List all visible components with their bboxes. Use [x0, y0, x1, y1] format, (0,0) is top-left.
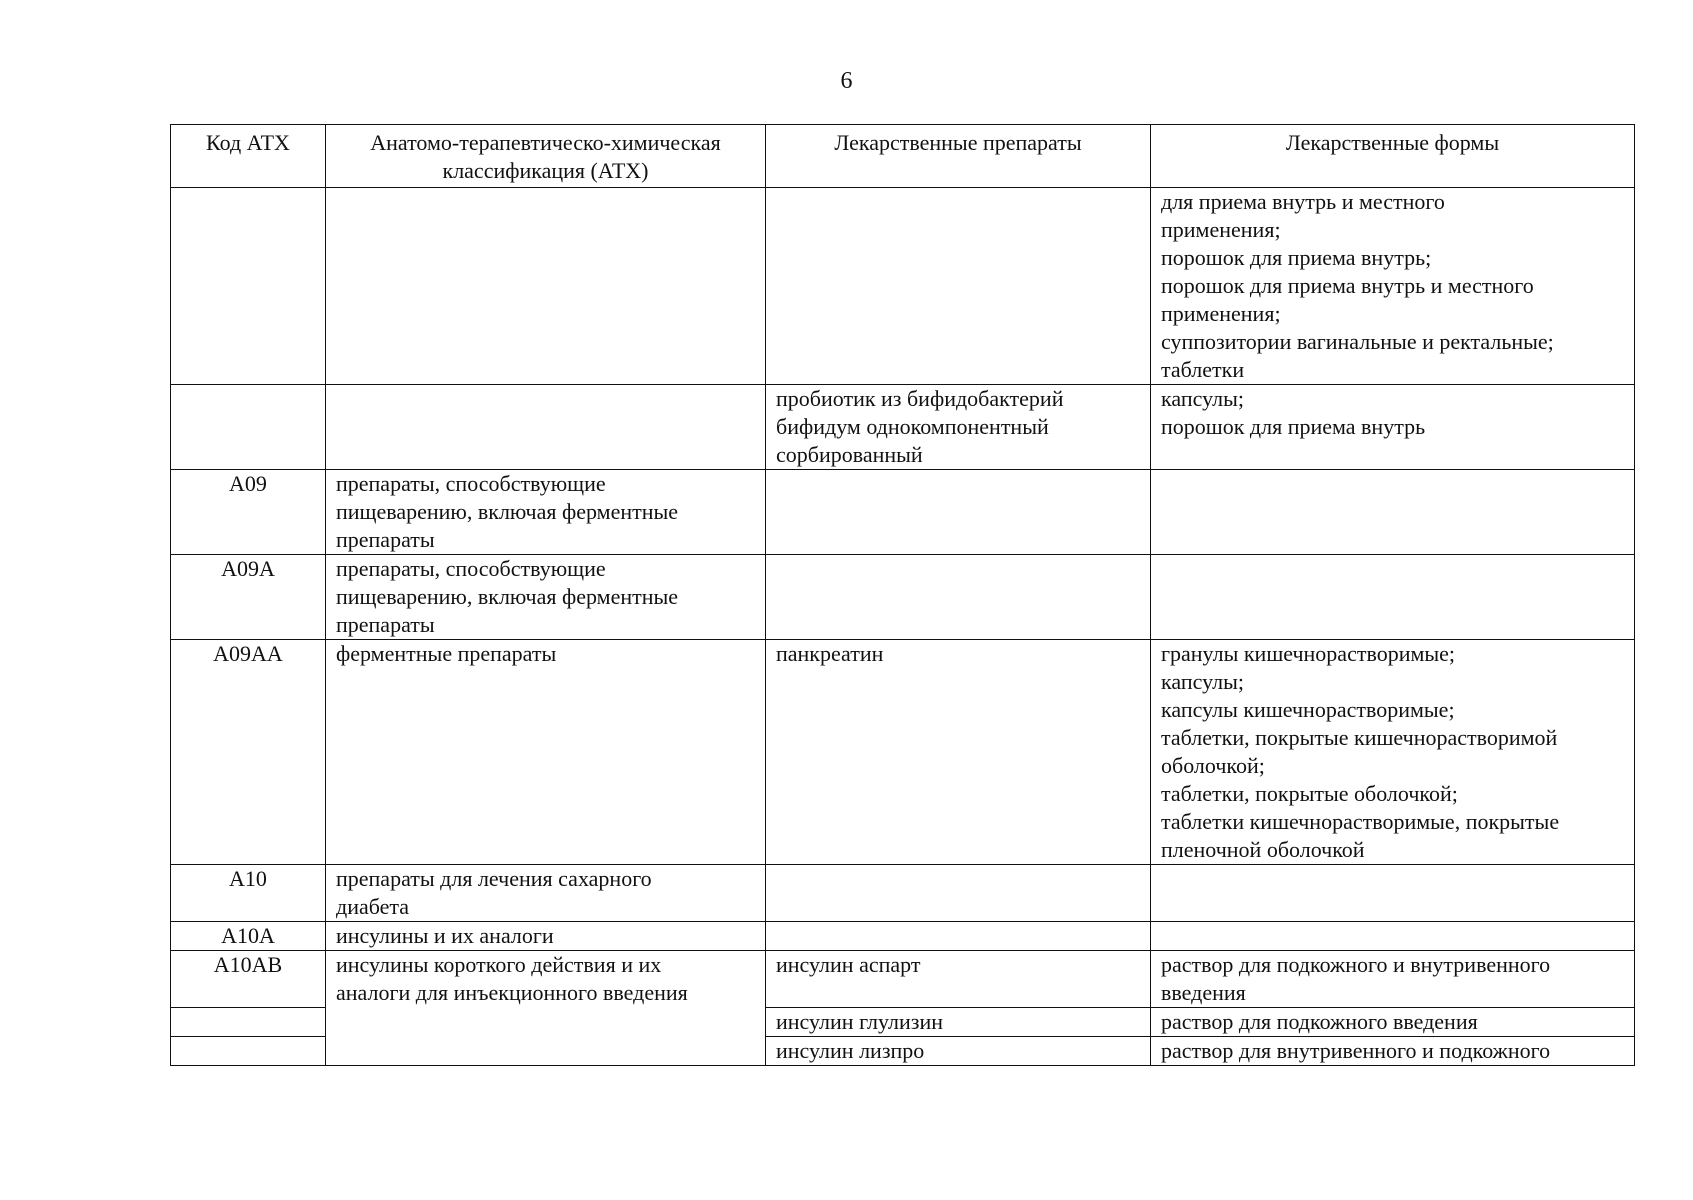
table-row [171, 555, 1635, 640]
cell-classification: препараты, способствующие пищеварению, включая ферментные препараты [326, 555, 766, 640]
cell-drugs: панкреатин [766, 640, 1151, 865]
header-code: Код АТХ [171, 125, 326, 188]
table-row [171, 951, 1635, 1008]
cell-drugs: пробиотик из бифидобактерий бифидум однокомпонентный сорбированный [766, 385, 1151, 470]
cell-code: A10A [171, 922, 326, 951]
cell-drugs: инсулин лизпро [766, 1037, 1151, 1066]
cell-drugs: инсулин аспарт [766, 951, 1151, 1008]
page-number: 6 [840, 68, 853, 94]
cell-drugs [766, 922, 1151, 951]
table-row [171, 640, 1635, 865]
cell-forms [1151, 555, 1635, 640]
table-row [171, 922, 1635, 951]
cell-forms [1151, 865, 1635, 922]
cell-classification: препараты для лечения сахарного диабета [326, 865, 766, 922]
cell-code [171, 385, 326, 470]
atc-drug-table [170, 124, 1635, 1066]
table-header-row [171, 125, 1635, 188]
cell-forms: капсулы; порошок для приема внутрь [1151, 385, 1635, 470]
table-row [171, 385, 1635, 470]
cell-drugs [766, 470, 1151, 555]
cell-code [171, 188, 326, 385]
cell-forms: гранулы кишечнорастворимые; капсулы; капсулы кишечнорастворимые; таблетки, покрытые кишечнорастворимой оболочкой; таблетки, покрытые оболочкой; таблетки кишечнорастворимые, покрытые пленочной оболочкой [1151, 640, 1635, 865]
cell-code: A10AB [171, 951, 326, 1008]
cell-forms: раствор для подкожного введения [1151, 1008, 1635, 1037]
cell-code: A09A [171, 555, 326, 640]
cell-drugs [766, 188, 1151, 385]
cell-forms [1151, 470, 1635, 555]
cell-classification: инсулины и их аналоги [326, 922, 766, 951]
table-row [171, 865, 1635, 922]
header-forms: Лекарственные формы [1151, 125, 1635, 188]
cell-forms: раствор для внутривенного и подкожного [1151, 1037, 1635, 1066]
cell-classification: препараты, способствующие пищеварению, включая ферментные препараты [326, 470, 766, 555]
cell-code [171, 1008, 326, 1037]
cell-forms [1151, 922, 1635, 951]
cell-code [171, 1037, 326, 1066]
cell-classification [326, 385, 766, 470]
cell-forms: раствор для подкожного и внутривенного введения [1151, 951, 1635, 1008]
cell-drugs [766, 865, 1151, 922]
header-drugs: Лекарственные препараты [766, 125, 1151, 188]
cell-classification: ферментные препараты [326, 640, 766, 865]
cell-drugs: инсулин глулизин [766, 1008, 1151, 1037]
header-classification: Анатомо-терапевтическо-химическая классификация (АТХ) [326, 125, 766, 188]
cell-code: A09 [171, 470, 326, 555]
cell-forms: для приема внутрь и местного применения; порошок для приема внутрь; порошок для приема внутрь и местного применения; суппозитории вагинальные и ректальные; таблетки [1151, 188, 1635, 385]
table-row [171, 470, 1635, 555]
table-row [171, 188, 1635, 385]
cell-code: A10 [171, 865, 326, 922]
cell-classification: инсулины короткого действия и их аналоги для инъекционного введения [326, 951, 766, 1066]
cell-classification [326, 188, 766, 385]
cell-drugs [766, 555, 1151, 640]
cell-code: A09AA [171, 640, 326, 865]
